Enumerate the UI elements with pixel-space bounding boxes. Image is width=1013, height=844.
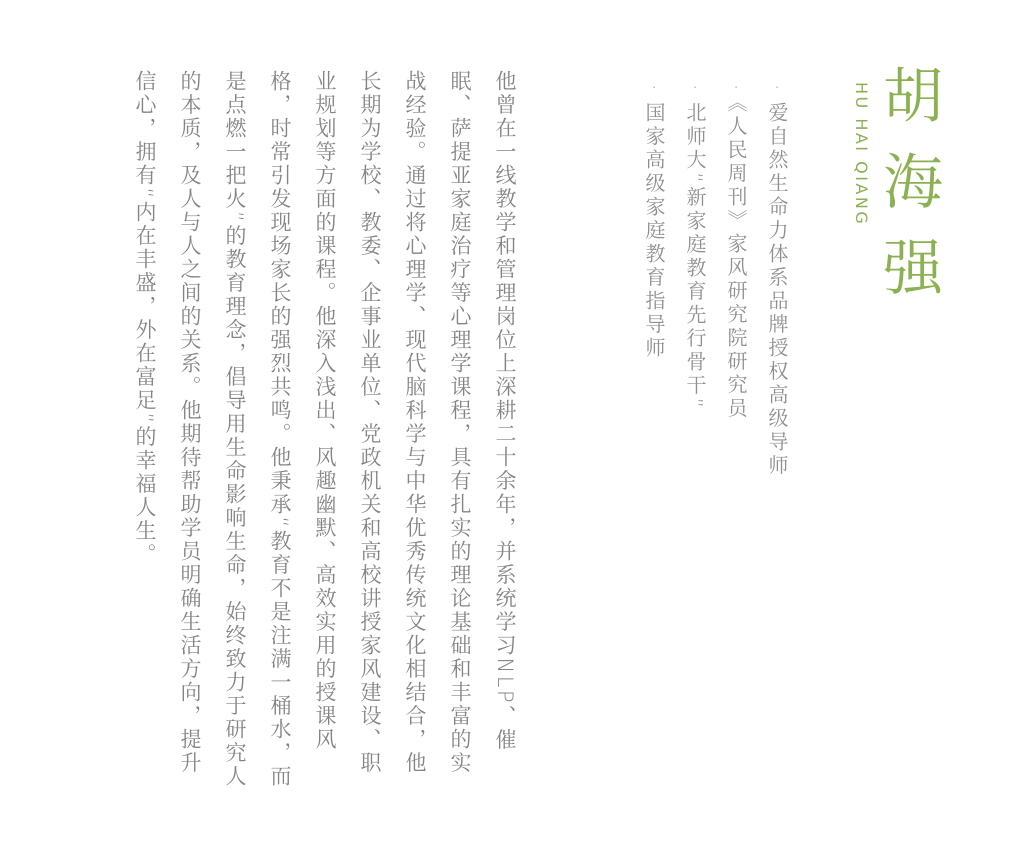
biography-paragraph: 他曾在一线教学和管理岗位上深耕二十余年，并系统学习NLP、催眠、萨提亚家庭治疗等心理学课程，具有扎实的理论基础和丰富的实战经验。通过将心理学、现代脑科学与中华优秀传统文化相结合，他长期为学校、教委、企事业单位、党政机关和高校讲授家风建设、职业规划等方面的课程。他深入浅出、风趣幽默、高效实用的授课风格，时常引发现场家长的强烈共鸣。他秉承“教育不是注满一桶水，而是点燃一把火”的教育理念，倡导用生命影响生命，始终致力于研究人的本质，及人与人之间的关系。他期待帮助学员明确生活方向，提升信心，拥有“内在丰盛，外在富足”的幸福人生。: [133, 70, 517, 789]
credential-item: [674, 64, 715, 796]
bullet-dot-icon: ·: [724, 84, 748, 94]
credential-text: 《人民周刊》家风研究院研究员: [724, 101, 748, 421]
person-name-romanization: HU HAI QIANG: [852, 82, 871, 227]
vertical-text-layout: [122, 64, 943, 796]
credential-text: 北师大“新家庭教育先行骨干”: [683, 101, 707, 412]
credential-text: 国家高级家庭教育指导师: [642, 101, 666, 361]
bullet-dot-icon: ·: [765, 84, 789, 94]
credential-item: [756, 64, 797, 796]
credential-item: [715, 64, 756, 796]
person-name: 胡海强: [873, 64, 943, 322]
bullet-dot-icon: ·: [683, 84, 707, 94]
credential-text: 爱自然生命力体系品牌授权高级导师: [765, 101, 789, 478]
credentials-list: [633, 64, 797, 796]
bullet-dot-icon: ·: [642, 84, 666, 94]
credential-item: [633, 64, 674, 796]
